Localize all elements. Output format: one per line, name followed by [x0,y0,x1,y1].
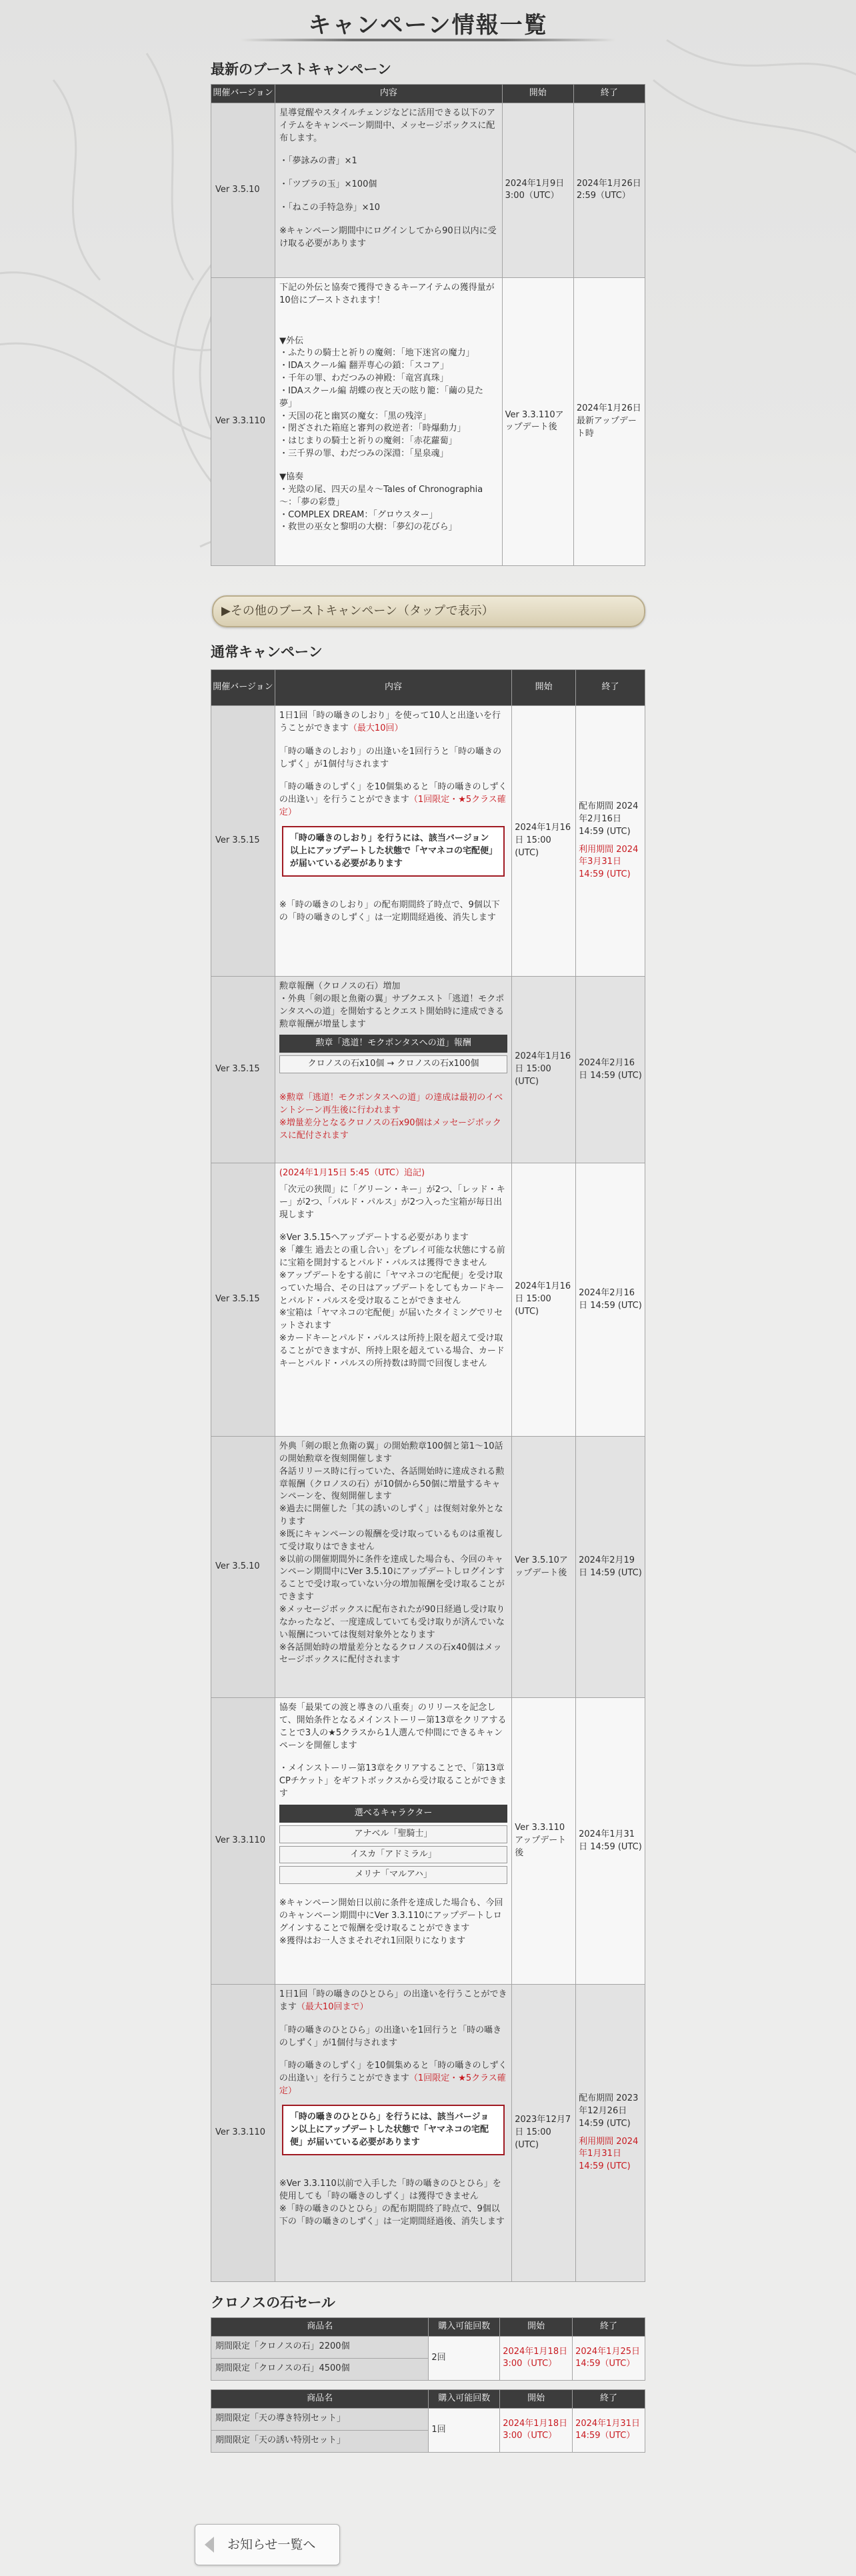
end-cell: 2024年1月26日 2:59（UTC） [573,103,645,277]
header-end: 終了 [573,2318,645,2337]
header-content: 内容 [275,670,511,706]
header-start: 開始 [502,85,573,103]
version-cell: Ver 3.5.15 [211,1163,275,1437]
text: 1日1回「時の囁きのひとひら」の出逢いを行うことができます [279,1989,507,2012]
other-boost-toggle-button[interactable] [212,595,645,627]
text-red: ※勲章「逃道！モクポンタスへの道」の達成は最初のイベントシーン再生後に行われます ※増量差分となるクロノスの石x90個はメッセージボックスに配付されます [279,1093,503,1141]
notice-button-label: お知らせ一覧へ [227,2537,316,2552]
warning-box: 「時の囁きのしおり」を行うには、該当バージョン以上にアップデートした状態で「ヤマネコの宅配便」が届いている必要があります [282,826,505,877]
header-item: 商品名 [211,2390,429,2409]
text-red: （最大10回まで） [296,2001,369,2012]
boost-heading: 最新のブーストキャンペーン [211,61,391,77]
content-cell [275,1163,511,1437]
text: ※キャンペーン期間中にログインしてから90日以内に受け取る必要があります [279,225,497,249]
text: 下記の外伝と協奏で獲得できるキーアイテムの獲得量が10倍にブーストされます！ [279,282,495,305]
text: 「時の囁きのひとひら」の出逢いを1回行うと「時の囁きのしずく」が1個付与されます [279,2025,502,2048]
version-cell: Ver 3.5.15 [211,977,275,1163]
header-start: 開始 [512,670,576,706]
text: ※Ver 3.5.15へアップデートする必要があります ※「離生 過去との重し合い」をプレイ可能な状態にする前に宝箱を開封するとパルド・パルスは獲得できません ※アップデートをする前に「ヤマネコの宅配便」を受け取っていた場合、その日はアップデートをしてもカードキーとパルド・パルスを受け取ることができません ※宝箱は「ヤマネコの宅配便」が届いたタイミングでリセットされます ※カードキーとパルド・パルスは所持上限を超えて受け取ることができますが、所持上限を超えている場合、カードキーとパルド・パルスの所持数は時間で回復しません [279,1233,505,1369]
inner-table-header: 選べるキャラクター [279,1805,507,1823]
text: ・「ツブラの玉」×100個 [279,179,377,190]
table-row [211,706,645,977]
sale-heading: クロノスの石セール [211,2295,335,2311]
text-red: (2024年1月15日 5:45（UTC）追記) [279,1168,425,1178]
text: 外典「剣の眼と魚衛の翼」の開始勲章100個と第1〜10話の開始勲章を復刻開催します 各話リリース時に行っていた、各話開始時に達成される勲章報酬（クロノスの石）が10個から50個に増量するキャンペーンを、復刻開催します ※過去に開催した「其の誘いのしずく」は復刻対象外となります ※既にキャンペーンの報酬を受け取っているものは重複して受け取りはできません ※以前の開催期間外に条件を達成した場合も、今回のキャンペーン期間中にVer 3.5.10にアップデートしログインすることで受け取っていない分の増加報酬を受け取ることができます ※メッセージボックスに配布されたが90日経過し受け取りなかったなど、一度達成していても受け取りが済んでいない報酬については復刻対象外となります ※各話開始時の増量差分となるクロノスの石x40個はメッセージボックスに配付されます [279,1441,505,1665]
page-title: キャンペーン情報一覧 [308,12,548,39]
header-start: 開始 [500,2390,573,2409]
table-header-row [211,2318,645,2337]
text: 1日1回「時の囁きのしおり」を使って10人と出逢いを行うことができます [279,711,501,733]
item-name: 期間限定「天の導き特別セット」 [211,2408,429,2430]
toggle-label: ▶その他のブーストキャンペーン（タップで表示） [221,604,494,618]
end-cell [576,1985,645,2282]
end-cell: 2024年1月31日 14:59 (UTC) [576,1698,645,1985]
title-underline [240,39,616,41]
content-cell [275,103,503,277]
header-start: 開始 [500,2318,573,2337]
text: 配布期間 2023年12月26日 14:59 (UTC) [579,2093,639,2129]
start-cell: Ver 3.3.110アップデート後 [502,277,573,565]
normal-table [211,669,645,2282]
end-cell: 2024年1月31日 14:59（UTC） [573,2408,645,2452]
end-cell: 2024年2月19日 14:59 (UTC) [576,1437,645,1698]
table-row [211,1437,645,1698]
version-cell: Ver 3.3.110 [211,1985,275,2282]
content-cell [275,1698,511,1985]
table-row [211,2336,645,2358]
header-end: 終了 [573,85,645,103]
header-count: 購入可能回数 [429,2318,500,2337]
text: 協奏「最果ての渡と導きの八重奏」のリリースを記念して、開始条件となるメインストーリー第13章をクリアすることで3人の★5クラスから1人選んで仲間にできるキャンペーンを開催します [279,1703,507,1751]
content-cell [275,977,511,1163]
header-end: 終了 [573,2390,645,2409]
start-cell: 2024年1月18日 3:00（UTC） [500,2336,573,2380]
end-cell: 2024年1月25日 14:59（UTC） [573,2336,645,2380]
version-cell: Ver 3.3.110 [211,1698,275,1985]
text: ※キャンペーン開始日以前に条件を達成した場合も、今回のキャンペーン期間中にVer 3.3.110にアップデートしログインすることで報酬を受け取ることができます ※獲得はお一人さまそれぞれ1回限りになります [279,1898,503,1946]
version-cell: Ver 3.5.10 [211,1437,275,1698]
inner-table-cell: メリナ「マルアハ」 [279,1866,507,1884]
text: 配布期間 2024年2月16日 14:59 (UTC) [579,801,639,837]
table-row [211,977,645,1163]
start-cell: 2023年12月7日 15:00 (UTC) [512,1985,576,2282]
text: 「時の囁きのしおり」の出逢いを1回行うと「時の囁きのしずく」が1個付与されます [279,746,502,769]
version-cell: Ver 3.5.15 [211,706,275,977]
header-item: 商品名 [211,2318,429,2337]
end-cell: 2024年2月16日 14:59 (UTC) [576,977,645,1163]
text: 「時の囁きのしずく」を10個集めると「時の囁きのしずくの出逢い」を行うことができます [279,782,507,805]
inner-table-cell: アナベル「聖騎士」 [279,1825,507,1843]
item-name: 期間限定「クロノスの石」4500個 [211,2358,429,2380]
text-red: （最大10回） [348,723,403,733]
text: ※「時の囁きのしおり」の配布期間終了時点で、9個以下の「時の囁きのしずく」は一定期間経過後、消失します [279,900,500,923]
warning-box: 「時の囁きのひとひら」を行うには、該当バージョン以上にアップデートした状態で「ヤマネコの宅配便」が届いている必要があります [282,2105,505,2156]
text: ・メインストーリー第13章をクリアすることで、「第13章CPチケット」をギフトボックスから受け取ることができます [279,1763,507,1799]
chevron-left-icon [205,2537,214,2553]
end-cell: 2024年1月26日最新アップデート時 [573,277,645,565]
start-cell: 2024年1月16日 15:00 (UTC) [512,1163,576,1437]
text-red: （1回限定・★5クラス確定） [279,2073,506,2097]
table-row [211,103,645,277]
content-cell [275,1437,511,1698]
inner-table-header: 勲章「逃道！モクポンタスへの道」報酬 [279,1035,507,1053]
content-cell [275,1985,511,2282]
table-header-row [211,85,645,103]
content-cell [275,277,503,565]
text-red: 利用期間 2024年3月31日 14:59 (UTC) [579,844,639,880]
item-name: 期間限定「天の誘い特別セット」 [211,2430,429,2452]
table-header-row [211,2390,645,2409]
start-cell: 2024年1月16日 15:00 (UTC) [512,977,576,1163]
text-red: （1回限定・★5クラス確定） [279,795,506,818]
table-row [211,2408,645,2430]
table-row [211,1985,645,2282]
header-count: 購入可能回数 [429,2390,500,2409]
end-cell [576,706,645,977]
content-cell [275,706,511,977]
boost-table [211,84,645,566]
count-cell: 1回 [429,2408,500,2452]
table-row [211,1163,645,1437]
table-row [211,277,645,565]
text: ・「夢詠みの書」×1 [279,156,357,167]
text: 「時の囁きのしずく」を10個集めると「時の囁きのしずくの出逢い」を行うことができます [279,2061,507,2084]
header-content: 内容 [275,85,503,103]
sale-table-2 [211,2389,645,2453]
version-cell: Ver 3.3.110 [211,277,275,565]
text: ※Ver 3.3.110以前で入手した「時の囁きのひとひら」を使用しても「時の囁きのしずく」は獲得できません ※「時の囁きのひとひら」の配布期間終了時点で、9個以下の「時の囁きのしずく」は一定期間経過後、消失します [279,2179,505,2227]
header-end: 終了 [576,670,645,706]
start-cell: Ver 3.3.110アップデート後 [512,1698,576,1985]
end-cell: 2024年2月16日 14:59 (UTC) [576,1163,645,1437]
normal-heading: 通常キャンペーン [211,644,323,660]
sale-table-1 [211,2317,645,2381]
text: 「次元の狭間」に「グリーン・キー」が2つ、「レッド・キー」が2つ、「パルド・パルス」が2つ入った宝箱が毎日出現します [279,1184,505,1220]
header-version: 開催バージョン [211,85,275,103]
text-red: 利用期間 2024年1月31日 14:59 (UTC) [579,2136,639,2172]
start-cell: 2024年1月9日 3:00（UTC） [502,103,573,277]
start-cell: 2024年1月16日 15:00 (UTC) [512,706,576,977]
table-row [211,1698,645,1985]
text: 星導覚醒やスタイルチェンジなどに活用できる以下のアイテムをキャンペーン期間中、メッセージボックスに配布します。 [279,107,496,143]
text: ・「ねこの手特急券」×10 [279,203,381,213]
notice-list-button[interactable] [195,2524,340,2565]
header-version: 開催バージョン [211,670,275,706]
table-header-row [211,670,645,706]
text: ▼協奏 ・光陰の尾、四天の星々～Tales of Chronographia～：「夢の彩豊」 ・COMPLEX DREAM：「グロウスター」 ・救世の巫女と黎明の大樹：「夢幻の花びら」 [279,471,483,533]
item-name: 期間限定「クロノスの石」2200個 [211,2336,429,2358]
text: ▼外伝 ・ふたりの騎士と祈りの魔剣：「地下迷宮の魔力」 ・IDAスクール編 翻弄専心の鎖：「スコア」 ・千年の罪、わだつみの神殿：「竜宮真珠」 ・IDAスクール編 胡蝶の夜と天の眩り籠：「繭の見た夢」 ・天国の花と幽冥の魔女：「黒の残滓」 ・閉ざされた箱庭と審判の救逆者：「時爆動力」 ・はじまりの騎士と祈りの魔剣：「赤花蘿蔔」 ・三千界の罪、わだつみの深淵：「星泉魂」 [279,335,484,459]
text: 勲章報酬（クロノスの石）増加 ・外典「剣の眼と魚衛の翼」サブクエスト「逃道！モクポンタスへの道」を開始するとクエスト開始時に達成できる勲章報酬が増量します [279,981,505,1029]
start-cell: Ver 3.5.10アップデート後 [512,1437,576,1698]
version-cell: Ver 3.5.10 [211,103,275,277]
start-cell: 2024年1月18日 3:00（UTC） [500,2408,573,2452]
inner-table-cell: クロノスの石x10個 → クロノスの石x100個 [279,1055,507,1073]
count-cell: 2回 [429,2336,500,2380]
inner-table-cell: イスカ「アドミラル」 [279,1846,507,1864]
